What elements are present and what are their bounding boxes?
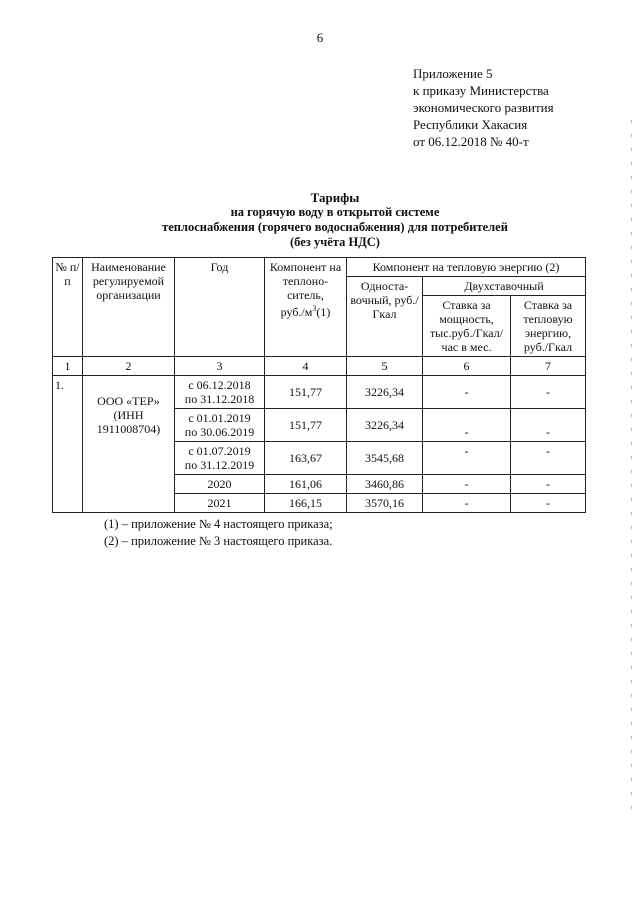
footnote-ref: (1) xyxy=(316,305,331,319)
energy-rate-value: - xyxy=(511,442,586,475)
column-number: 6 xyxy=(423,357,511,376)
period-line: по 31.12.2019 xyxy=(184,458,255,472)
header-org: Наименование регулируемой организации xyxy=(83,258,175,357)
header-capacity-rate: Ставка за мощность, тыс.руб./Гкал/час в мес. xyxy=(423,296,511,357)
document-title xyxy=(150,190,520,250)
capacity-rate-value: - xyxy=(423,442,511,475)
column-number: 1 xyxy=(53,357,83,376)
header-energy: Компонент на тепловую энергию (2) xyxy=(347,258,586,277)
heat-carrier-value: 161,06 xyxy=(265,475,347,494)
period-line: с 06.12.2018 xyxy=(188,378,251,392)
single-rate-value: 3226,34 xyxy=(347,376,423,409)
column-number: 2 xyxy=(83,357,175,376)
energy-rate-value: - xyxy=(511,409,586,442)
single-rate-value: 3570,16 xyxy=(347,494,423,513)
header-single-rate: Односта-вочный, руб./Гкал xyxy=(347,277,423,357)
page-number: 6 xyxy=(316,30,324,45)
appendix-reference xyxy=(413,65,554,150)
column-number: 4 xyxy=(265,357,347,376)
energy-rate-value: - xyxy=(511,376,586,409)
period-cell: 2020 xyxy=(175,475,265,494)
column-number: 3 xyxy=(175,357,265,376)
capacity-rate-value: - xyxy=(423,409,511,442)
organization-name xyxy=(83,376,175,513)
period-cell xyxy=(175,376,265,409)
period-cell xyxy=(175,409,265,442)
header-heat-carrier-label: Компонент на теплоно-ситель, xyxy=(269,260,342,302)
footnote: (2) – приложение № 3 настоящего приказа. xyxy=(104,534,333,548)
table-row xyxy=(53,376,586,409)
energy-rate-value: - xyxy=(511,475,586,494)
appendix-line: Республики Хакасия xyxy=(413,117,528,132)
header-year: Год xyxy=(175,258,265,357)
heat-carrier-value: 163,67 xyxy=(265,442,347,475)
header-num: № п/п xyxy=(53,258,83,357)
scan-edge-artifact xyxy=(631,120,632,820)
column-number: 5 xyxy=(347,357,423,376)
period-line: с 01.01.2019 xyxy=(188,411,251,425)
capacity-rate-value: - xyxy=(423,494,511,513)
period-line: по 31.12.2018 xyxy=(184,392,255,406)
heat-carrier-value: 151,77 xyxy=(265,376,347,409)
period-cell: 2021 xyxy=(175,494,265,513)
column-number: 7 xyxy=(511,357,586,376)
appendix-line: к приказу Министерства xyxy=(413,83,549,98)
title-line: теплоснабжения (горячего водоснабжения) для потребителей xyxy=(162,220,508,234)
title-line: на горячую воду в открытой системе xyxy=(230,205,440,219)
header-heat-carrier-unit: руб./м xyxy=(280,305,313,319)
row-number: 1. xyxy=(53,376,83,513)
title-main: Тарифы xyxy=(310,190,360,205)
organization-line: (ИНН xyxy=(113,408,144,422)
unit-superscript: 3 xyxy=(312,304,317,313)
capacity-rate-value: - xyxy=(423,475,511,494)
period-line: с 01.07.2019 xyxy=(188,444,251,458)
organization-line: 1911008704) xyxy=(96,422,161,436)
heat-carrier-value: 166,15 xyxy=(265,494,347,513)
single-rate-value: 3460,86 xyxy=(347,475,423,494)
header-energy-rate: Ставка за тепловую энергию, руб./Гкал xyxy=(511,296,586,357)
footnotes xyxy=(104,516,333,550)
tariffs-table xyxy=(52,257,586,513)
footnote: (1) – приложение № 4 настоящего приказа; xyxy=(104,517,333,531)
heat-carrier-value: 151,77 xyxy=(265,409,347,442)
appendix-line: Приложение 5 xyxy=(413,66,493,81)
organization-line: ООО «ТЕР» xyxy=(97,394,160,408)
appendix-line: от 06.12.2018 № 40-т xyxy=(413,134,529,149)
header-two-rate: Двухставочный xyxy=(423,277,586,296)
title-line: (без учёта НДС) xyxy=(290,235,380,249)
appendix-line: экономического развития xyxy=(413,100,554,115)
header-heat-carrier xyxy=(265,258,347,357)
energy-rate-value: - xyxy=(511,494,586,513)
period-cell xyxy=(175,442,265,475)
capacity-rate-value: - xyxy=(423,376,511,409)
single-rate-value: 3226,34 xyxy=(347,409,423,442)
single-rate-value: 3545,68 xyxy=(347,442,423,475)
period-line: по 30.06.2019 xyxy=(184,425,255,439)
